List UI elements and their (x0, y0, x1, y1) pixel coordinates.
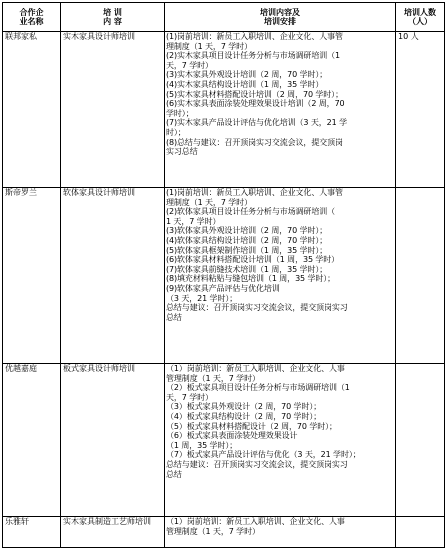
arrangement-line: (5)软体家具框架制作培训（1 周，35 学时）； (166, 245, 328, 255)
arrangement-line: (6)实木家具表面涂装处理效果设计培训（2 周，70 (166, 99, 345, 109)
arrangement-line: （5）板式家具材料搭配设计（2 周，70 学时）； (166, 421, 337, 431)
arrangement-line: （6）板式家具表面涂装处理效果设计 (166, 431, 298, 441)
arrangement-cell (165, 188, 396, 364)
arrangement-line: 理制度（1 天，7 学时） (166, 41, 252, 51)
arrangement-line: 总结 (166, 469, 182, 479)
company-cell: 乐雅轩 (3, 517, 61, 548)
arrangement-line: (3)实木家具外观设计培训（2 周，70 学时）； (166, 70, 328, 80)
arrangement-line: (4)实木家具结构设计培训（1 周，35 学时） (166, 79, 324, 89)
count-cell: 10 人 (396, 32, 445, 188)
arrangement-line: (6)软体家具材料搭配设计培训（1 周，35 学时） (166, 255, 340, 265)
arrangement-line: 时）； (166, 127, 186, 137)
arrangement-line: (3)软体家具外观设计培训（2 周，70 学时）； (166, 226, 328, 236)
arrangement-line: (2)实木家具项目设计任务分析与市场调研培训（1 (166, 51, 341, 61)
company-cell: 斯帝罗兰 (3, 188, 61, 364)
training-table (2, 2, 445, 548)
header-content: 培 训 内 容 (61, 3, 165, 32)
arrangement-cell (165, 364, 396, 517)
content-cell: 实木家具制造工艺师培训 (61, 517, 165, 548)
arrangement-line: （1 周，35 学时）； (166, 440, 238, 450)
arrangement-line: (7)软体家具前缝技术培训（1 周，35 学时）； (166, 264, 328, 274)
table-row (3, 32, 445, 188)
table-body (3, 32, 445, 548)
arrangement-line: 管理制度（1 天，7 学时） (166, 526, 260, 536)
arrangement-line: 总结与建议：召开顶岗实习交流会议，提交顶岗实习 (166, 303, 348, 313)
company-cell: 优越嘉庭 (3, 364, 61, 517)
count-cell (396, 188, 445, 364)
arrangement-line: (7)实木家具产品设计评估与优化培训（3 天，21 学 (166, 118, 347, 128)
header-count: 培训人数 （人） (396, 3, 445, 32)
arrangement-line: 总结与建议：召开顶岗实习交流会议，提交顶岗实习 (166, 459, 348, 469)
arrangement-cell (165, 517, 396, 548)
arrangement-line: (1)岗前培训：新员工入职培训、企业文化、人事管 (166, 32, 343, 41)
header-company: 合作企 业名称 (3, 3, 61, 32)
arrangement-line: 理制度（1 天，7 学时） (166, 197, 252, 207)
arrangement-line: （4）板式家具结构设计（2 周，70 学时）； (166, 411, 322, 421)
content-cell: 实木家具设计师培训 (61, 32, 165, 188)
arrangement-line: 总结 (166, 312, 182, 322)
arrangement-line: 天，7 学时） (166, 392, 213, 402)
arrangement-line: (1)岗前培训：新员工入职培训、企业文化、人事管 (166, 188, 343, 197)
arrangement-line: （1）岗前培训：新员工入职培训、企业文化、人事 (166, 364, 345, 373)
company-cell: 联邦家私 (3, 32, 61, 188)
arrangement-line: 实习总结 (166, 147, 198, 157)
count-cell (396, 364, 445, 517)
arrangement-line: (5)实木家具材料搭配设计培训（2 周，70 学时）； (166, 89, 343, 99)
table-row (3, 188, 445, 364)
arrangement-line: 天，7 学时） (166, 60, 213, 70)
count-cell (396, 517, 445, 548)
arrangement-line: （1）岗前培训：新员工入职培训、企业文化、人事 (166, 517, 345, 526)
header-arrangement: 培训内容及 培训安排 (165, 3, 396, 32)
header-row (3, 3, 445, 32)
arrangement-line: （3 天，21 学时）； (166, 293, 238, 303)
arrangement-line: （7）板式家具产品设计评估与优化（3 天，21 学时）； (166, 450, 361, 460)
arrangement-cell (165, 32, 396, 188)
arrangement-line: （3）板式家具外观设计（2 周，70 学时）； (166, 402, 322, 412)
table-row (3, 517, 445, 548)
table-row (3, 364, 445, 517)
arrangement-line: (4)软体家具结构设计培训（2 周，70 学时）； (166, 235, 328, 245)
content-cell: 板式家具设计师培训 (61, 364, 165, 517)
arrangement-line: （2）板式家具项目设计任务分析与市场调研培训（1 (166, 383, 350, 393)
arrangement-line: (8)总结与建议：召开顶岗实习交流会议，提交顶岗 (166, 137, 343, 147)
arrangement-line: 管理制度（1 天，7 学时） (166, 373, 260, 383)
arrangement-line: (8)填充材料粘贴与缝包培训（1 周，35 学时）； (166, 274, 336, 284)
arrangement-line: 学时）； (166, 108, 194, 118)
arrangement-line: (2)软体家具项目设计任务分析与市场调研培训（ (166, 207, 336, 217)
content-cell: 软体家具设计师培训 (61, 188, 165, 364)
arrangement-line: (9)软体家具产品评估与优化培训 (166, 283, 280, 293)
arrangement-line: 1 天，7 学时） (166, 216, 221, 226)
